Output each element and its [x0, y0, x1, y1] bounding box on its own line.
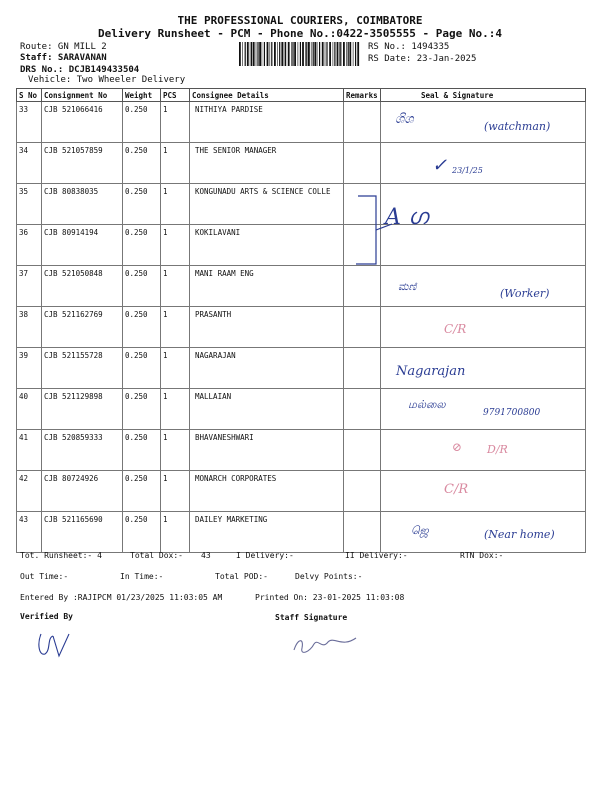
cell-signature — [381, 225, 586, 266]
cell-sno: 42 — [17, 471, 42, 512]
route-label: Route: GN MILL 2 — [20, 42, 107, 52]
col-header-remarks: Remarks — [344, 89, 381, 102]
signature-row-34: ✓ — [432, 155, 448, 176]
cell-remarks — [344, 102, 381, 143]
cell-consignment-no: CJB 520859333 — [42, 430, 123, 471]
cell-consignee: NAGARAJAN — [190, 348, 344, 389]
cell-consignee: PRASANTH — [190, 307, 344, 348]
signature-row-35-36: A ഗ — [385, 205, 428, 230]
cell-remarks — [344, 348, 381, 389]
signature-row-33: ශිශ — [395, 112, 414, 127]
signature-row-37: ಮಣಿ — [398, 280, 417, 293]
cell-consignment-no: CJB 521165690 — [42, 512, 123, 553]
cell-sno: 39 — [17, 348, 42, 389]
cell-pcs: 1 — [161, 225, 190, 266]
out-time: Out Time:- — [20, 572, 69, 581]
handwriting-row-43: (Near home) — [484, 528, 555, 541]
cell-remarks — [344, 430, 381, 471]
company-title: THE PROFESSIONAL COURIERS, COIMBATORE — [177, 14, 423, 27]
cell-consignment-no: CJB 521057859 — [42, 143, 123, 184]
cell-pcs: 1 — [161, 102, 190, 143]
cell-remarks — [344, 266, 381, 307]
table-row — [17, 307, 586, 348]
cell-sno: 43 — [17, 512, 42, 553]
handwriting-row-39: Nagarajan — [396, 364, 466, 379]
cell-weight: 0.250 — [123, 307, 161, 348]
cell-signature — [381, 471, 586, 512]
cell-sno: 36 — [17, 225, 42, 266]
cell-signature — [381, 430, 586, 471]
total-dox-label: Total Dox:- — [130, 551, 183, 560]
total-pod: Total POD:- — [215, 572, 268, 581]
cell-remarks — [344, 512, 381, 553]
cell-signature — [381, 307, 586, 348]
cell-pcs: 1 — [161, 471, 190, 512]
delvy-points: Delvy Points:- — [295, 572, 363, 581]
cell-consignment-no: CJB 521162769 — [42, 307, 123, 348]
verified-by-label: Verified By — [20, 612, 73, 621]
runsheet-subtitle: Delivery Runsheet - PCM - Phone No.:0422-3505555 - Page No.:4 — [98, 27, 502, 40]
barcode-graphic — [238, 42, 362, 66]
signature-row-43: ஜெ — [411, 524, 429, 537]
in-time: In Time:- — [120, 572, 164, 581]
tot-runsheet: Tot. Runsheet:- 4 — [20, 551, 102, 560]
cell-pcs: 1 — [161, 512, 190, 553]
cell-consignment-no: CJB 521050848 — [42, 266, 123, 307]
cell-weight: 0.250 — [123, 512, 161, 553]
cell-remarks — [344, 471, 381, 512]
cell-sno: 38 — [17, 307, 42, 348]
table-row — [17, 143, 586, 184]
handwriting-row-38: C/R — [444, 322, 467, 336]
cell-weight: 0.250 — [123, 102, 161, 143]
cell-consignee: BHAVANESHWARI — [190, 430, 344, 471]
table-header-row — [17, 89, 586, 102]
col-header-consignee: Consignee Details — [190, 89, 344, 102]
handwriting-row-33: (watchman) — [484, 120, 551, 133]
cell-weight: 0.250 — [123, 143, 161, 184]
verified-signature-graphic — [35, 630, 75, 662]
handwriting-row-40: 9791700800 — [483, 408, 541, 418]
cell-weight: 0.250 — [123, 348, 161, 389]
cell-sno: 35 — [17, 184, 42, 225]
handwriting-row-37: (Worker) — [500, 287, 550, 300]
cell-weight: 0.250 — [123, 225, 161, 266]
table-row — [17, 225, 586, 266]
cell-consignment-no: CJB 80838035 — [42, 184, 123, 225]
cell-signature — [381, 143, 586, 184]
cell-consignee: NITHIYA PARDISE — [190, 102, 344, 143]
cell-pcs: 1 — [161, 389, 190, 430]
cell-sno: 40 — [17, 389, 42, 430]
cell-weight: 0.250 — [123, 389, 161, 430]
cell-weight: 0.250 — [123, 184, 161, 225]
table-row — [17, 471, 586, 512]
rs-date: RS Date: 23-Jan-2025 — [368, 54, 477, 64]
signature-row-40: மல்லை — [408, 398, 446, 411]
cell-consignee: THE SENIOR MANAGER — [190, 143, 344, 184]
cell-consignment-no: CJB 521155728 — [42, 348, 123, 389]
i-delivery: I Delivery:- — [236, 551, 294, 560]
cell-consignee: KONGUNADU ARTS & SCIENCE COLLE — [190, 184, 344, 225]
cell-consignee: MALLAIAN — [190, 389, 344, 430]
rs-number: RS No.: 1494335 — [368, 42, 450, 52]
cell-consignee: KOKILAVANI — [190, 225, 344, 266]
cell-pcs: 1 — [161, 307, 190, 348]
cell-sno: 33 — [17, 102, 42, 143]
bracket-mark — [340, 190, 400, 270]
printed-on: Printed On: 23-01-2025 11:03:08 — [255, 593, 405, 602]
table-row — [17, 184, 586, 225]
cell-pcs: 1 — [161, 143, 190, 184]
staff-signature-label: Staff Signature — [275, 613, 348, 622]
staff-label: Staff: SARAVANAN — [20, 53, 107, 63]
stamp-row-41: ⊘ — [452, 440, 463, 454]
cell-consignee: MONARCH CORPORATES — [190, 471, 344, 512]
col-header-pcs: PCS — [161, 89, 190, 102]
cell-consignment-no: CJB 521066416 — [42, 102, 123, 143]
cell-consignment-no: CJB 80724926 — [42, 471, 123, 512]
cell-remarks — [344, 307, 381, 348]
col-header-consignment: Consignment No — [42, 89, 123, 102]
cell-weight: 0.250 — [123, 471, 161, 512]
cell-sno: 41 — [17, 430, 42, 471]
handwriting-row-42: C/R — [444, 482, 469, 497]
vehicle-label: Vehicle: Two Wheeler Delivery — [28, 75, 186, 85]
table-row — [17, 266, 586, 307]
table-row — [17, 348, 586, 389]
rtn-dox: RTN Dox:- — [460, 551, 504, 560]
staff-signature-graphic — [290, 630, 360, 660]
cell-remarks — [344, 389, 381, 430]
cell-pcs: 1 — [161, 184, 190, 225]
cell-sno: 37 — [17, 266, 42, 307]
cell-weight: 0.250 — [123, 266, 161, 307]
col-header-weight: Weight — [123, 89, 161, 102]
total-dox-value: 43 — [201, 551, 211, 560]
ii-delivery: II Delivery:- — [345, 551, 408, 560]
cell-pcs: 1 — [161, 430, 190, 471]
cell-sno: 34 — [17, 143, 42, 184]
runsheet-table — [16, 88, 586, 553]
cell-pcs: 1 — [161, 266, 190, 307]
cell-weight: 0.250 — [123, 430, 161, 471]
cell-remarks — [344, 143, 381, 184]
cell-consignment-no: CJB 80914194 — [42, 225, 123, 266]
cell-pcs: 1 — [161, 348, 190, 389]
handwriting-row-34: 23/1/25 — [452, 166, 483, 175]
col-header-signature: Seal & Signature — [381, 89, 586, 102]
cell-consignment-no: CJB 521129898 — [42, 389, 123, 430]
drs-number: DRS No.: DCJB149433504 — [20, 65, 140, 75]
cell-consignee: DAILEY MARKETING — [190, 512, 344, 553]
col-header-sno: S No — [17, 89, 42, 102]
handwriting-row-41: D/R — [487, 443, 508, 456]
entered-by: Entered By :RAJIPCM 01/23/2025 11:03:05 AM — [20, 593, 223, 602]
cell-consignee: MANI RAAM ENG — [190, 266, 344, 307]
